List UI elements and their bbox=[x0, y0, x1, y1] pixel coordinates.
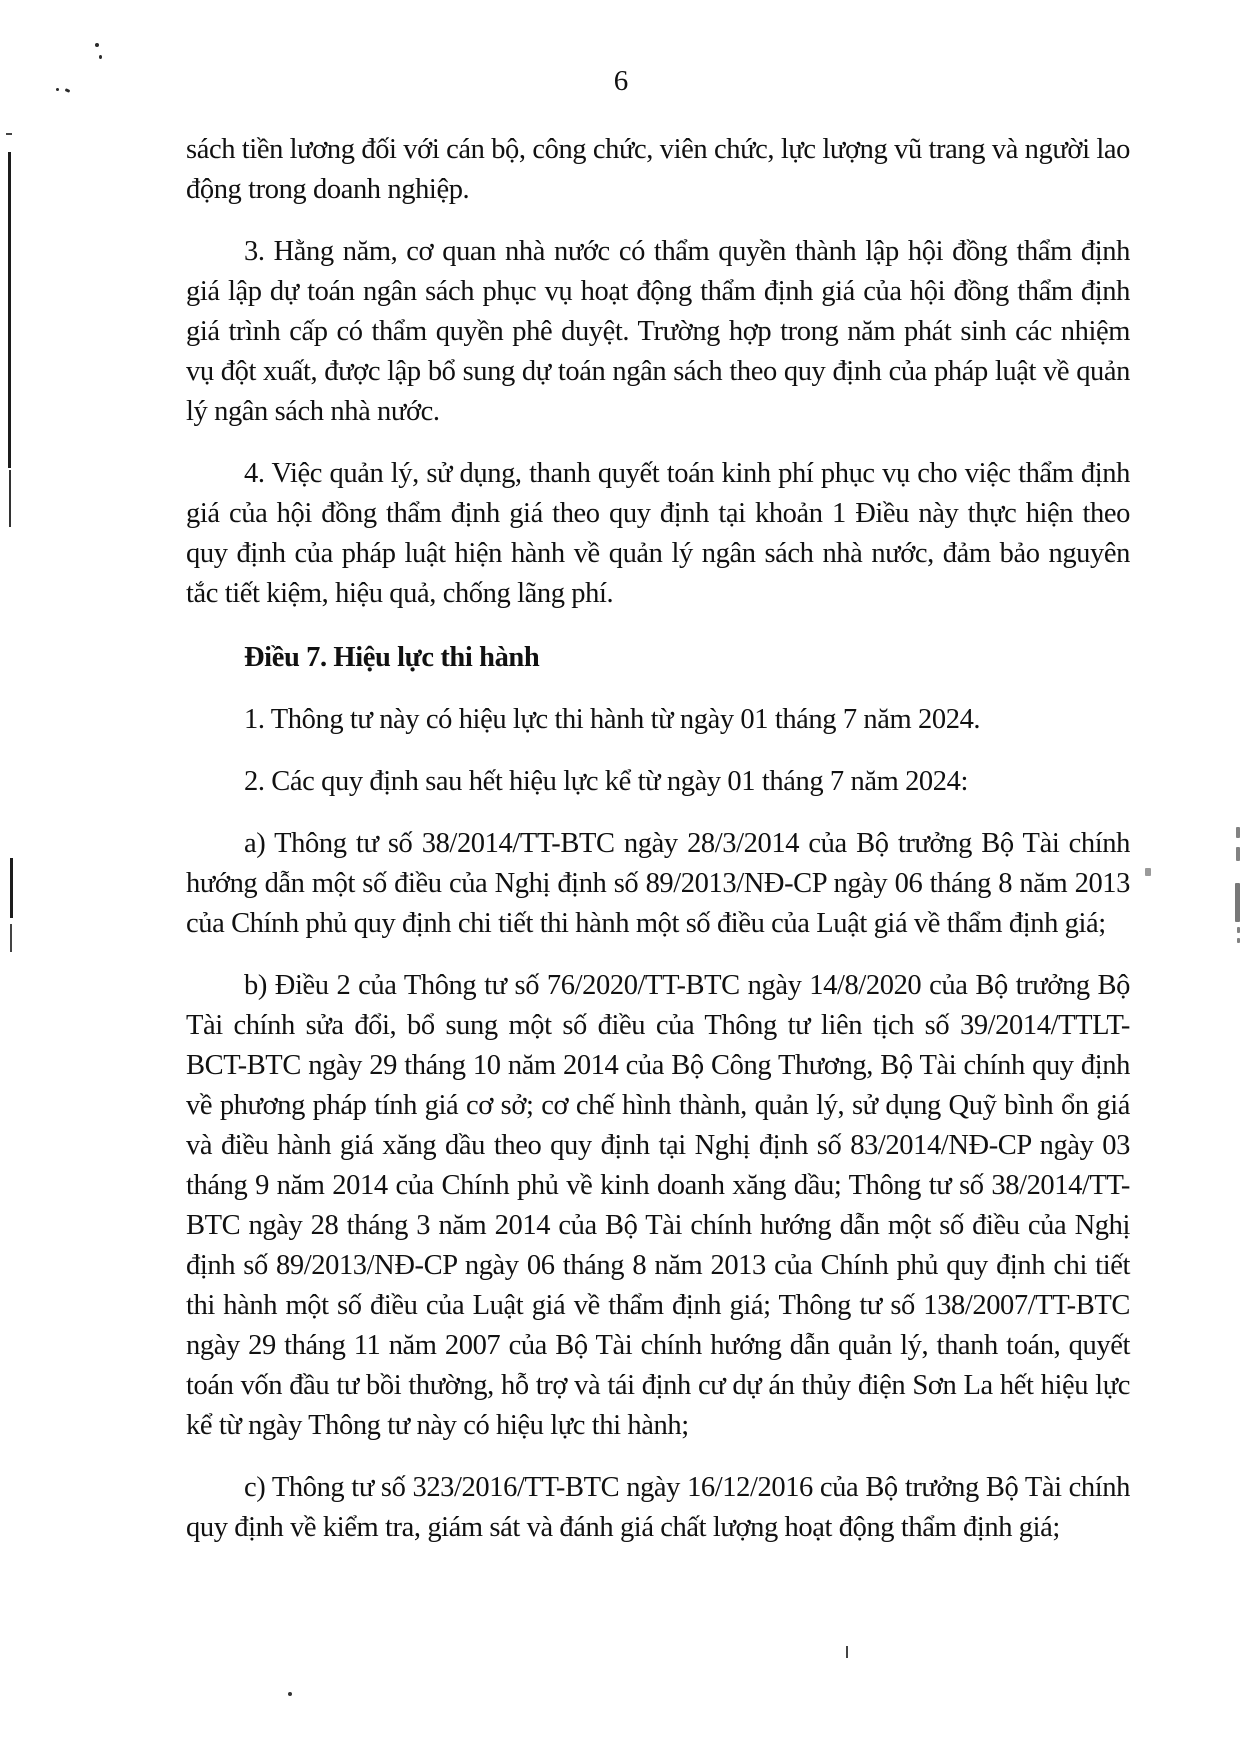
scan-tick-bottom bbox=[846, 1646, 848, 1658]
scan-right-dash-4 bbox=[1237, 927, 1240, 933]
scan-left-line-1 bbox=[8, 152, 11, 468]
paragraph-clause-4: 4. Việc quản lý, sử dụng, thanh quyết toán kinh phí phục vụ cho việc thẩm định giá của hội đồng thẩm định giá theo quy định tại khoản 1 Điều này thực hiện theo quy định của pháp luật hiện hành về quản lý ngân sách nhà nước, đảm bảo nguyên tắc tiết kiệm, hiệu quả, chống lãng phí. bbox=[186, 458, 1130, 609]
document-body bbox=[186, 130, 1130, 1548]
page-number: 6 bbox=[613, 65, 629, 97]
scan-speck-top-2 bbox=[99, 55, 102, 59]
paragraph-point-c: c) Thông tư số 323/2016/TT-BTC ngày 16/12/2016 của Bộ trưởng Bộ Tài chính quy định về kiểm tra, giám sát và đánh giá chất lượng hoạt động thẩm định giá; bbox=[186, 1472, 1130, 1543]
scan-left-line-2 bbox=[9, 470, 11, 527]
scan-right-dash-3 bbox=[1235, 883, 1240, 922]
scan-right-dash-2 bbox=[1236, 847, 1240, 861]
scan-speck-top-1 bbox=[95, 43, 99, 47]
paragraph-clause-1: 1. Thông tư này có hiệu lực thi hành từ ngày 01 tháng 7 năm 2024. bbox=[244, 704, 981, 735]
paragraph-continuation: sách tiền lương đối với cán bộ, công chức, viên chức, lực lượng vũ trang và người lao động trong doanh nghiệp. bbox=[186, 134, 1130, 205]
article-7-heading: Điều 7. Hiệu lực thi hành bbox=[244, 642, 540, 673]
scan-mid-dash bbox=[1145, 868, 1151, 876]
paragraph-point-b: b) Điều 2 của Thông tư số 76/2020/TT-BTC ngày 14/8/2020 của Bộ trưởng Bộ Tài chính sửa đổi, bổ sung một số điều của Thông tư liên tịch số 39/2014/TTLT-BCT-BTC ngày 29 tháng 10 năm 2014 của Bộ Công Thương, Bộ Tài chính quy định về phương pháp tính giá cơ sở; cơ chế hình thành, quản lý, sử dụng Quỹ bình ổn giá và điều hành giá xăng dầu theo quy định tại Nghị định số 83/2014/NĐ-CP ngày 03 tháng 9 năm 2014 của Chính phủ về kinh doanh xăng dầu; Thông tư số 38/2014/TT-BTC ngày 28 tháng 3 năm 2014 của Bộ Tài chính hướng dẫn một số điều của Nghị định số 89/2013/NĐ-CP ngày 06 tháng 8 năm 2013 của Chính phủ quy định chi tiết thi hành một số điều của Luật giá về thẩm định giá; Thông tư số 138/2007/TT-BTC ngày 29 tháng 11 năm 2007 của Bộ Tài chính hướng dẫn quản lý, thanh toán, quyết toán vốn đầu tư bồi thường, hỗ trợ và tái định cư dự án thủy điện Sơn La hết hiệu lực kể từ ngày Thông tư này có hiệu lực thi hành; bbox=[186, 970, 1130, 1441]
paragraph-clause-3: 3. Hằng năm, cơ quan nhà nước có thẩm quyền thành lập hội đồng thẩm định giá lập dự toán ngân sách phục vụ hoạt động thẩm định giá của hội đồng thẩm định giá trình cấp có thẩm quyền phê duyệt. Trường hợp trong năm phát sinh các nhiệm vụ đột xuất, được lập bổ sung dự toán ngân sách theo quy định của pháp luật về quản lý ngân sách nhà nước. bbox=[186, 236, 1130, 427]
scan-left-line-3 bbox=[10, 858, 13, 918]
scan-right-dash-5 bbox=[1237, 938, 1240, 943]
paragraph-point-a: a) Thông tư số 38/2014/TT-BTC ngày 28/3/2014 của Bộ trưởng Bộ Tài chính hướng dẫn một số điều của Nghị định số 89/2013/NĐ-CP ngày 06 tháng 8 năm 2013 của Chính phủ quy định chi tiết thi hành một số điều của Luật giá về thẩm định giá; bbox=[186, 828, 1130, 939]
scan-dot-bottom bbox=[288, 1692, 292, 1696]
scan-dash-top-left bbox=[6, 133, 12, 135]
scan-right-dash-1 bbox=[1236, 827, 1240, 838]
scan-speck-top-3 bbox=[56, 88, 59, 91]
scan-left-line-4 bbox=[10, 924, 12, 952]
paragraph-clause-2: 2. Các quy định sau hết hiệu lực kể từ ngày 01 tháng 7 năm 2024: bbox=[244, 766, 968, 797]
